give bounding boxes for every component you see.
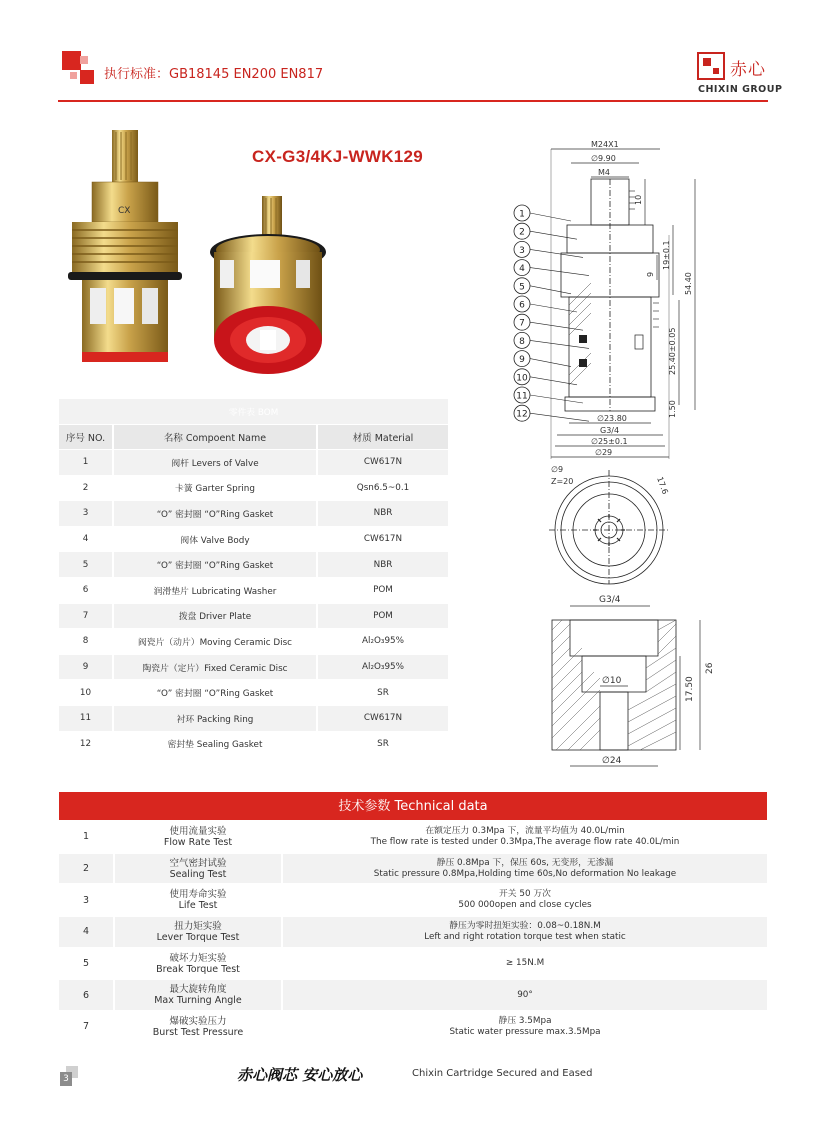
tech-row (59, 916, 767, 948)
bom-cell-name: 密封垫 Sealing Gasket (113, 731, 317, 757)
svg-text:10: 10 (516, 373, 528, 384)
svg-text:12: 12 (516, 409, 528, 420)
tech-value-cn: 静压 0.8Mpa 下，保压 60s, 无变形，无渗漏 (436, 857, 614, 868)
tech-title: 技术参数 Technical data (59, 792, 767, 821)
page-number: 3 (60, 1072, 72, 1086)
dim-d24: ∅24 (602, 756, 622, 766)
tech-row (59, 853, 767, 885)
adapter-section-drawing (540, 590, 730, 775)
bom-cell-no: 8 (59, 629, 113, 655)
tech-value-en: Static pressure 0.8Mpa,Holding time 60s,No deformation No leakage (373, 868, 677, 879)
bom-cell-material: CW617N (317, 526, 448, 552)
tech-cell-item (114, 1011, 282, 1043)
bom-cell-material: Al₂O₃95% (317, 654, 448, 680)
tech-item-cn: 爆破实验压力 (169, 1015, 227, 1027)
section-drawing (505, 135, 735, 460)
tech-value-en: Static water pressure max.3.5Mpa (449, 1026, 601, 1037)
bom-cell-name: “O” 密封圈 “O”Ring Gasket (113, 680, 317, 706)
bom-table (59, 399, 448, 757)
tech-cell-no: 4 (59, 916, 114, 948)
header-rule (58, 100, 768, 102)
dim-d9-9: ∅9.90 (591, 154, 616, 163)
bom-cell-no: 6 (59, 577, 113, 603)
bom-cell-name: 衬环 Packing Ring (113, 705, 317, 731)
bom-row (59, 552, 448, 578)
tech-item-en: Burst Test Pressure (152, 1026, 244, 1038)
bom-cell-no: 4 (59, 526, 113, 552)
tech-row (59, 1011, 767, 1043)
svg-text:6: 6 (519, 300, 525, 311)
product-photo-bottom-view (200, 190, 335, 380)
bom-row (59, 680, 448, 706)
bom-row (59, 450, 448, 476)
bom-cell-material: NBR (317, 552, 448, 578)
dim-g34: G3/4 (600, 426, 620, 435)
bom-cell-name: 阀杆 Levers of Valve (113, 450, 317, 476)
tech-item-en: Sealing Test (169, 868, 227, 880)
bom-cell-no: 9 (59, 654, 113, 680)
tech-cell-item (114, 821, 282, 853)
tech-item-cn: 破坏力矩实验 (169, 952, 227, 964)
top-view-drawing (545, 460, 675, 585)
tech-row (59, 948, 767, 980)
tech-value-cn: 静压 3.5Mpa (498, 1015, 552, 1026)
callout-7 (514, 314, 583, 330)
dim-h19: 19±0.1 (662, 240, 671, 270)
bom-header-name: 名称 Compoent Name (113, 425, 317, 450)
tech-cell-item (114, 853, 282, 885)
tech-cell-value (282, 948, 767, 980)
callout-8 (514, 332, 589, 348)
callout-12 (514, 405, 589, 421)
tech-item-en: Flow Rate Test (163, 836, 233, 848)
bom-cell-material: SR (317, 680, 448, 706)
bom-row (59, 705, 448, 731)
tech-cell-value (282, 884, 767, 916)
bom-header-no: 序号 NO. (59, 425, 113, 450)
bom-cell-material: NBR (317, 501, 448, 527)
tech-cell-value (282, 916, 767, 948)
model-number: CX-G3/4KJ-WWK129 (252, 147, 424, 166)
bom-title: 零件表 BOM (59, 399, 448, 425)
brand-name-en: CHIXIN GROUP (698, 84, 783, 95)
tech-cell-value (282, 1011, 767, 1043)
standard-text: 执行标准：GB18145 EN200 EN817 (104, 67, 324, 82)
slogan-en: Chixin Cartridge Secured and Eased (412, 1068, 593, 1079)
dim-m24: M24X1 (591, 140, 619, 149)
tech-value-cn: 静压为零时扭矩实验：0.08~0.18N.M (449, 920, 601, 931)
dim-h25: 25.40±0.05 (668, 327, 677, 375)
svg-text:11: 11 (516, 391, 528, 402)
tech-item-cn: 最大旋转角度 (169, 984, 227, 996)
callout-9 (514, 351, 571, 367)
dim-h9: 9 (646, 271, 655, 277)
callout-6 (514, 296, 577, 312)
callout-11 (514, 387, 583, 403)
tech-cell-item (114, 979, 282, 1011)
tech-value-en: 500 000open and close cycles (458, 900, 592, 911)
tech-value-en: Left and right rotation torque test when static (424, 931, 626, 942)
svg-text:5: 5 (519, 282, 525, 293)
tech-cell-value (282, 853, 767, 885)
svg-text:3: 3 (519, 245, 525, 256)
bom-header-material: 材质 Material (317, 425, 448, 450)
bom-cell-name: “O” 密封圈 “O”Ring Gasket (113, 501, 317, 527)
bom-cell-no: 1 (59, 450, 113, 476)
bom-header-row (59, 425, 448, 450)
bom-row (59, 603, 448, 629)
svg-text:7: 7 (519, 318, 525, 329)
tech-cell-no: 1 (59, 821, 114, 853)
callout-4 (514, 260, 589, 276)
tech-cell-value (282, 821, 767, 853)
tech-item-cn: 使用寿命实验 (169, 889, 227, 901)
dim-h1-5: 1.50 (668, 400, 677, 418)
technical-data-table (59, 792, 767, 1044)
tech-cell-no: 7 (59, 1011, 114, 1043)
bom-cell-material: Al₂O₃95% (317, 629, 448, 655)
bom-cell-material: CW617N (317, 705, 448, 731)
tech-item-en: Lever Torque Test (156, 931, 240, 943)
tech-item-cn: 空气密封试验 (169, 857, 227, 869)
tech-cell-no: 5 (59, 948, 114, 980)
chixin-logo-icon (697, 52, 725, 80)
stem-mark: CX (118, 206, 131, 216)
bom-row (59, 501, 448, 527)
callout-3 (514, 241, 583, 257)
tech-cell-item (114, 916, 282, 948)
dim-d23-8: ∅23.80 (597, 414, 627, 423)
tech-row (59, 821, 767, 853)
bom-row (59, 526, 448, 552)
tech-row (59, 884, 767, 916)
bom-cell-name: 拨盘 Driver Plate (113, 603, 317, 629)
bom-cell-material: CW617N (317, 450, 448, 476)
callout-2 (514, 223, 577, 239)
bom-row (59, 577, 448, 603)
brand-name-cn: 赤心 (730, 60, 766, 80)
tech-cell-value (282, 979, 767, 1011)
dim-h54: 54.40 (684, 272, 693, 295)
dim-z20: Z=20 (551, 477, 574, 486)
tech-value-cn: ≥ 15N.M (505, 958, 545, 969)
bom-cell-material: POM (317, 577, 448, 603)
tech-item-en: Break Torque Test (156, 963, 240, 975)
bom-cell-no: 2 (59, 475, 113, 501)
bom-cell-no: 10 (59, 680, 113, 706)
tech-cell-item (114, 948, 282, 980)
tech-item-en: Max Turning Angle (154, 995, 242, 1007)
bom-cell-material: POM (317, 603, 448, 629)
tech-value-cn: 在额定压力 0.3Mpa 下，流量平均值为 40.0L/min (425, 825, 625, 836)
tech-item-cn: 使用流量实验 (169, 825, 227, 837)
bom-cell-material: Qsn6.5~0.1 (317, 475, 448, 501)
dim-d10: ∅10 (602, 676, 622, 686)
tech-cell-item (114, 884, 282, 916)
callout-5 (514, 278, 571, 294)
bom-row (59, 654, 448, 680)
dim-h26: 26 (705, 662, 715, 674)
bom-cell-no: 5 (59, 552, 113, 578)
callout-1 (514, 205, 571, 221)
svg-text:2: 2 (519, 227, 525, 238)
tech-item-en: Life Test (178, 900, 218, 912)
bom-cell-name: 陶瓷片（定片）Fixed Ceramic Disc (113, 654, 317, 680)
tech-row (59, 979, 767, 1011)
dim-r17-6: 17.6 (655, 475, 670, 496)
dim-g34b: G3/4 (599, 595, 621, 605)
bom-row (59, 475, 448, 501)
bom-row (59, 731, 448, 757)
svg-text:9: 9 (519, 355, 525, 366)
svg-text:1: 1 (519, 209, 525, 220)
tech-cell-no: 2 (59, 853, 114, 885)
callout-10 (514, 369, 577, 385)
dim-d9c: ∅9 (551, 465, 564, 474)
tech-cell-no: 3 (59, 884, 114, 916)
bom-cell-no: 3 (59, 501, 113, 527)
slogan-cn: 赤心阀芯 安心放心 (237, 1066, 363, 1084)
dim-d25: ∅25±0.1 (591, 437, 628, 446)
bom-cell-no: 7 (59, 603, 113, 629)
bom-cell-no: 12 (59, 731, 113, 757)
dim-h10: 10 (634, 194, 643, 205)
dim-d29: ∅29 (595, 448, 613, 457)
bom-cell-name: 阀瓷片（动片）Moving Ceramic Disc (113, 629, 317, 655)
bom-cell-name: “O” 密封圈 “O”Ring Gasket (113, 552, 317, 578)
tech-cell-no: 6 (59, 979, 114, 1011)
bom-cell-name: 润滑垫片 Lubricating Washer (113, 577, 317, 603)
tech-value-en: The flow rate is tested under 0.3Mpa,The average flow rate 40.0L/min (370, 836, 680, 847)
bom-cell-material: SR (317, 731, 448, 757)
dim-h17-5: 17.50 (685, 676, 695, 702)
bom-cell-name: 阀体 Valve Body (113, 526, 317, 552)
svg-text:8: 8 (519, 336, 525, 347)
bom-cell-name: 卡簧 Garter Spring (113, 475, 317, 501)
tech-value-cn: 90° (517, 989, 533, 1000)
tech-item-cn: 扭力矩实验 (174, 920, 222, 932)
bom-cell-no: 11 (59, 705, 113, 731)
bom-row (59, 629, 448, 655)
tech-value-cn: 开关 50 万次 (499, 889, 551, 900)
dim-m4: M4 (598, 168, 610, 177)
svg-text:4: 4 (519, 264, 525, 275)
